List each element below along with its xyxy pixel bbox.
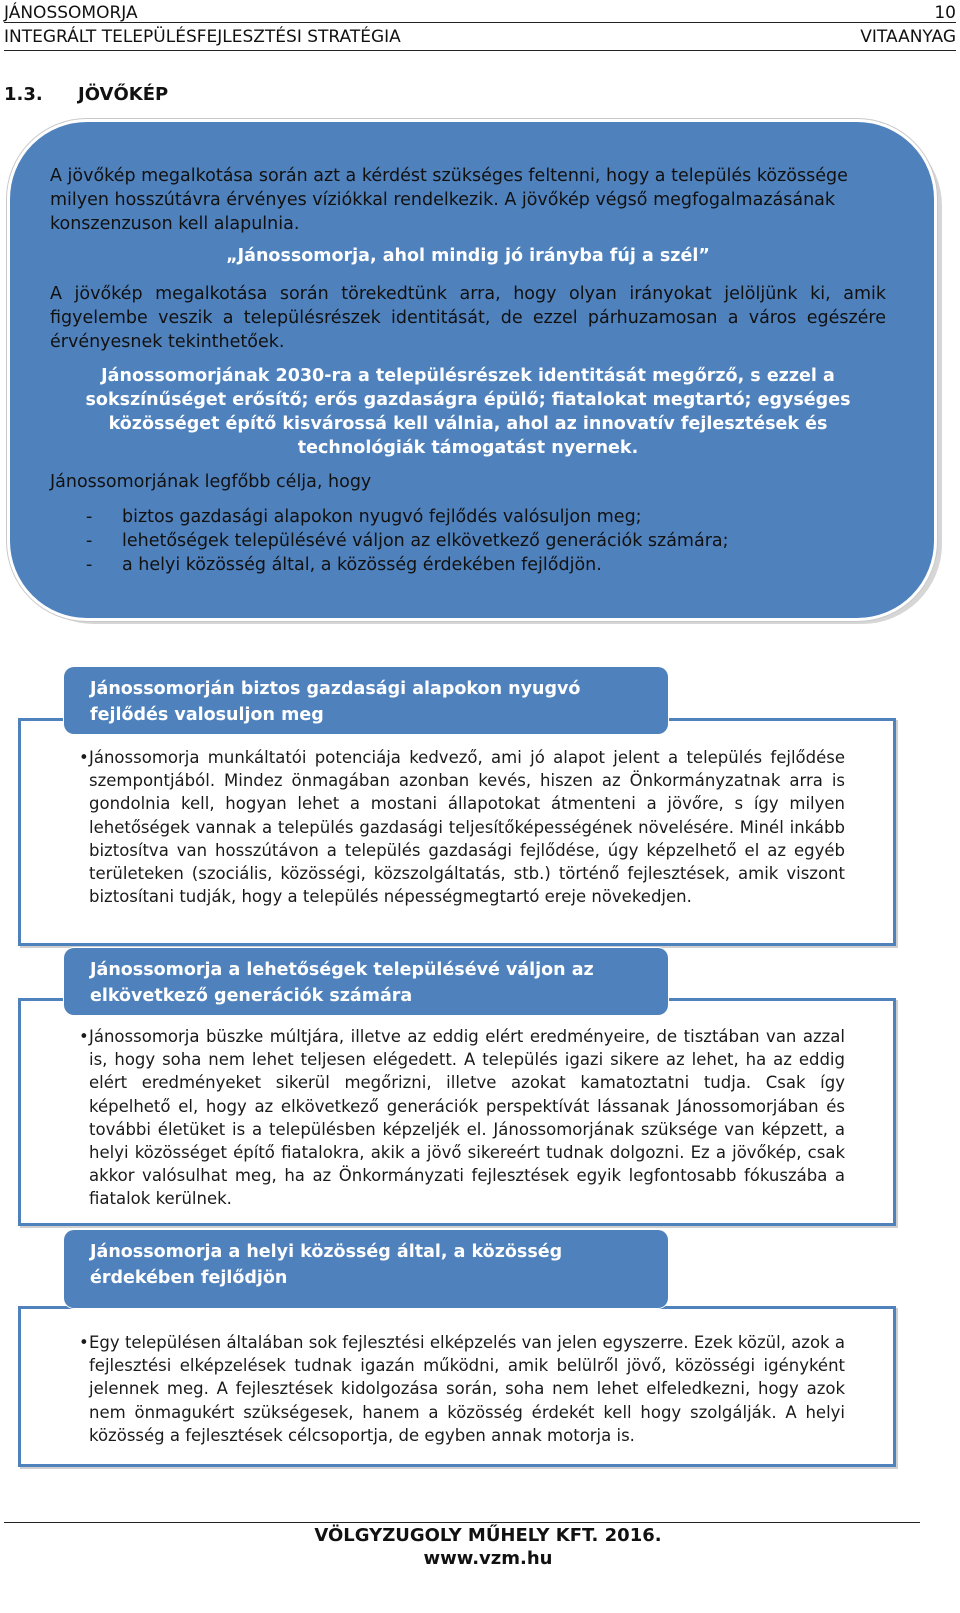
header-divider: [4, 22, 956, 23]
header-municipality: JÁNOSSOMORJA: [4, 3, 138, 23]
vision-intro: A jövőkép megalkotása során azt a kérdést szükséges feltenni, hogy a település közössége milyen hosszútávra érvényes víziókkal rendelkezik. A jövőkép végső megfogalmazásának konszenzuson kell alapulnia.: [50, 166, 848, 234]
bullet-marker: •: [79, 1333, 89, 1352]
dash-marker: -: [86, 531, 93, 551]
bullet-marker: •: [79, 748, 89, 767]
section-heading: [4, 84, 168, 105]
goal-box-text: • Egy településen általában sok fejlesztési elképzelés van jelen egyszerre. Ezek közül, azok a fejlesztési elképzelések tudnak igazán működni, amik belülről jövő, közösségi igényként jelennek meg. A fejlesztések kidolgozása során, soha nem lehet elfeledkezni, hogy azok nem önmagukért szükségesek, hanem a közösség érdekét kell hogy szolgálják. A helyi közösség a fejlesztések célcsoportja, de egyben annak motorja is.: [79, 1333, 845, 1445]
header-document-status: VITAANYAG: [860, 27, 956, 47]
header-divider-bottom: [4, 50, 956, 51]
vision-goal-intro: Jánossomorjának legfőbb célja, hogy: [50, 472, 372, 492]
goal-box-economy: [18, 718, 896, 946]
vision-paragraph: A jövőkép megalkotása során törekedtünk arra, hogy olyan irányokat jelöljünk ki, amik figyelembe veszik a településrészek identitását, de ezzel párhuzamosan a város egészére érvényesnek tekinthetőek.: [50, 284, 886, 352]
section-title: JÖVŐKÉP: [78, 84, 169, 105]
goal-box-title: Jánossomorja a lehetőségek településévé váljon az elkövetkező generációk számára: [64, 948, 668, 1015]
section-number: 1.3.: [4, 84, 43, 105]
goal-box-community: [18, 1306, 896, 1467]
vision-goal-list: [86, 505, 729, 577]
vision-statement: Jánossomorjának 2030-ra a településrészek identitását megőrző, s ezzel a sokszínűséget erősítő; erős gazdaságra épülő; fiatalokat megtartó; egységes közösséget építő kisvárossá kell válnia, ahol az innovatív fejlesztések és technológiák támogatást nyernek.: [85, 366, 851, 458]
goal-box-generations: [18, 998, 896, 1226]
goal-box-title: Jánossomorja a helyi közösség által, a közösség érdekében fejlődjön: [64, 1230, 668, 1308]
vision-panel: [7, 119, 937, 621]
dash-marker: -: [86, 555, 93, 575]
dash-marker: -: [86, 507, 93, 527]
header-row-bottom: [4, 26, 956, 48]
footer-company: VÖLGYZUGOLY MŰHELY KFT. 2016.: [314, 1525, 662, 1546]
list-item: - lehetőségek településévé váljon az elkövetkező generációk számára;: [86, 531, 729, 551]
footer-website: www.vzm.hu: [423, 1548, 553, 1569]
goal-box-title: Jánossomorján biztos gazdasági alapokon nyugvó fejlődés valosuljon meg: [64, 667, 668, 734]
goal-box-text: • Jánossomorja büszke múltjára, illetve az eddig elért eredményeire, de tisztában van azzal is, hogy soha nem lehet teljesen elégedett. A település igazi sikere az lehet, ha az eddig elért eredményeket sikerül megőrizni, illetve azokat kamatoztatni tudja. Csak így képelhető el, hogy az elkövetkező generációk perspektívát lássanak Jánossomorjában és további életüket is a településben képzeljék el. Jánossomorjának szüksége van képzett, a helyi közösséget építő fiatalokra, akik a jövő sikereért tudnak dolgozni. Ez a jövőkép, csak akkor valósulhat meg, ha az Önkormányzati fejlesztések egyik legfontosabb fókuszába a fiatalok kerülnek.: [79, 1027, 845, 1209]
list-item: - biztos gazdasági alapokon nyugvó fejlődés valósuljon meg;: [86, 507, 642, 527]
list-item: - a helyi közösség által, a közösség érdekében fejlődjön.: [86, 555, 602, 575]
bullet-marker: •: [79, 1027, 89, 1046]
header-document-title: INTEGRÁLT TELEPÜLÉSFEJLESZTÉSI STRATÉGIA: [4, 27, 401, 47]
vision-motto: „Jánossomorja, ahol mindig jó irányba fúj a szél”: [226, 246, 710, 266]
goal-box-text: • Jánossomorja munkáltatói potenciája kedvező, ami jó alapot jelent a település fejlődése szempontjából. Mindez önmagában azonban kevés, hiszen az Önkormányzatnak arra is gondolnia kell, hogyan lehet a mostani állapotokat átmenteni a jövőre, s így milyen lehetőségek vannak a település gazdasági teljesítőképességének növelésére. Minél inkább biztosítva van hosszútávon a település gazdasági fejlődése, úgy képzelhető el az egyéb területeken (szociális, közösségi, közszolgáltatás, stb.) történő fejlesztések, amik viszont biztosítani tudják, hogy a település népességmegtartó ereje növekedjen.: [79, 748, 845, 907]
header-row-top: [4, 2, 956, 24]
footer-divider: [4, 1522, 920, 1523]
page-number: 10: [934, 3, 956, 23]
